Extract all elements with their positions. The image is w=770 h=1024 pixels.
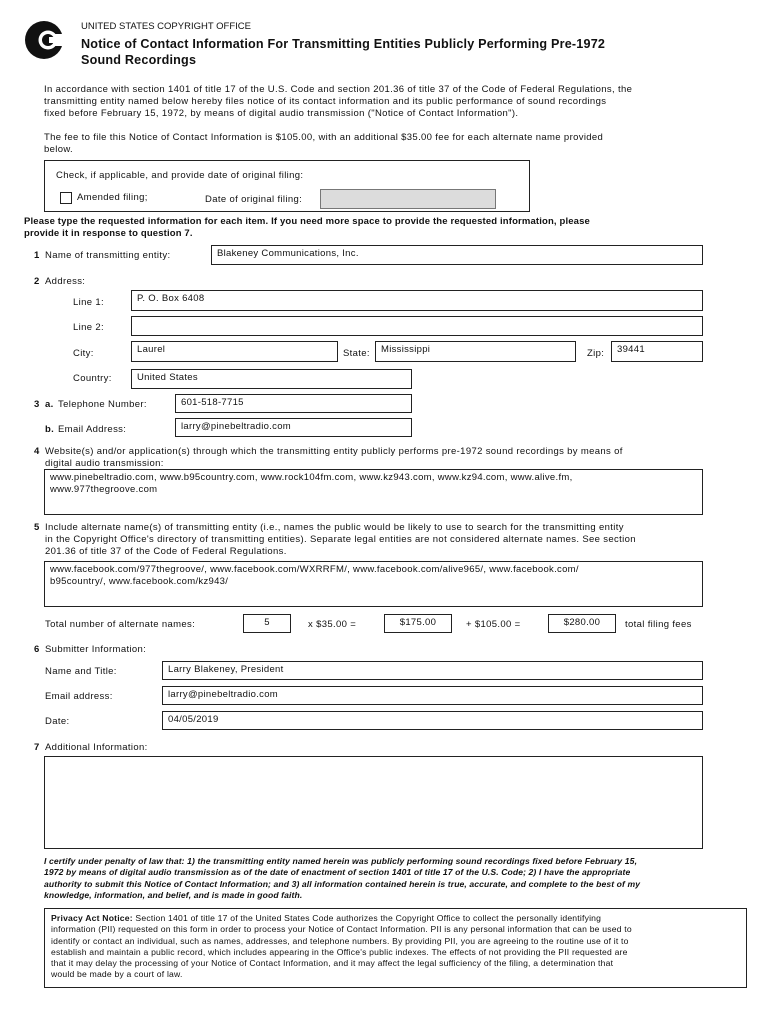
state-label: State:	[343, 348, 370, 359]
q3a-letter: a.	[45, 399, 54, 410]
city-input[interactable]: Laurel	[131, 341, 338, 362]
form-title-line1: Notice of Contact Information For Transmitting Entities Publicly Performing Pre-1972	[81, 37, 606, 51]
q4-label-line2: digital audio transmission:	[45, 458, 164, 469]
q3-number: 3	[34, 399, 40, 410]
zip-input[interactable]: 39441	[611, 341, 703, 362]
intro-p1-line3: fixed before February 15, 1972, by means of digital audio transmission ("Notice of Contact Information").	[44, 108, 519, 119]
country-label: Country:	[73, 373, 112, 384]
zip-label: Zip:	[587, 348, 605, 359]
base-fee-label: + $105.00 =	[466, 619, 521, 630]
address-line2-label: Line 2:	[73, 322, 104, 333]
address-line2-input[interactable]	[131, 316, 703, 336]
total-fee-input[interactable]: $280.00	[548, 614, 616, 633]
country-input[interactable]: United States	[131, 369, 412, 389]
q4-number: 4	[34, 446, 40, 457]
privacy-line4: establish and maintain a public record, which includes appearing in the Office's public indexes. The effects of not providing the PII requested are	[51, 946, 628, 957]
privacy-line2: information (PII) requested on this form in order to process your Notice of Contact Information. PII is any personal information that can be used to	[51, 924, 632, 935]
alternate-names-total-label: Total number of alternate names:	[45, 619, 196, 630]
instructions-line1: Please type the requested information for each item. If you need more space to provide the requested information, please	[24, 216, 590, 227]
certification-statement	[44, 856, 640, 901]
q2-number: 2	[34, 276, 40, 287]
alternate-fee-subtotal[interactable]: $175.00	[384, 614, 452, 633]
entity-name-input[interactable]: Blakeney Communications, Inc.	[211, 245, 703, 265]
privacy-line3: identify or contact an individual, such as names, addresses, and telephone numbers. By providing PII, you are agreeing to the routine use of it to	[51, 935, 629, 946]
q7-label: Additional Information:	[45, 742, 148, 753]
q1-label: Name of transmitting entity:	[45, 250, 171, 261]
submitter-date-label: Date:	[45, 716, 70, 727]
intro-p2-line2: below.	[44, 144, 74, 155]
office-name: UNITED STATES COPYRIGHT OFFICE	[81, 21, 251, 32]
original-filing-date-input[interactable]	[320, 189, 496, 209]
email-input[interactable]: larry@pinebeltradio.com	[175, 418, 412, 437]
certify-line3: authority to submit this Notice of Contact Information; and 3) all information contained herein is true, accurate, and complete to the best of my	[44, 878, 641, 889]
amended-filing-checkbox[interactable]	[60, 192, 72, 204]
submitter-email-label: Email address:	[45, 691, 113, 702]
q1-number: 1	[34, 250, 40, 261]
email-label: Email Address:	[58, 424, 127, 435]
copyright-office-logo-icon	[22, 20, 70, 60]
certify-line4: knowledge, information, and belief, and is made in good faith.	[44, 889, 303, 900]
q4-label-line1: Website(s) and/or application(s) through which the transmitting entity publicly performs pre-1972 sound recordings by means of	[45, 446, 623, 457]
address-line1-label: Line 1:	[73, 297, 104, 308]
alternate-names-count-input[interactable]: 5	[243, 614, 291, 633]
privacy-heading: Privacy Act Notice:	[51, 913, 133, 923]
submitter-name-input[interactable]: Larry Blakeney, President	[162, 661, 703, 680]
telephone-input[interactable]: 601-518-7715	[175, 394, 412, 413]
city-label: City:	[73, 348, 94, 359]
q5-label-line3: 201.36 of title 37 of the Code of Federal Regulations.	[45, 546, 287, 557]
q7-number: 7	[34, 742, 40, 753]
q5-label-line1: Include alternate name(s) of transmitting entity (i.e., names the public would be likely to use to search for the transmitting entity	[45, 522, 624, 533]
alternate-names-textarea[interactable]	[44, 561, 703, 607]
q2-label: Address:	[45, 276, 86, 287]
alternate-names-line1: www.facebook.com/977thegroove/, www.facebook.com/WXRRFM/, www.facebook.com/alive965/, www.facebook.com/	[50, 564, 579, 575]
amended-filing-label: Amended filing;	[77, 192, 148, 203]
telephone-label: Telephone Number:	[58, 399, 147, 410]
certify-line1: I certify under penalty of law that: 1) the transmitting entity named herein was publicly performing sound recordings fixed before February 15,	[44, 856, 638, 866]
q5-label-line2: in the Copyright Office's directory of transmitting entities). Separate legal entities are not considered alternate names. See section	[45, 534, 636, 545]
privacy-act-notice	[44, 908, 747, 988]
amended-check-prompt: Check, if applicable, and provide date of original filing:	[56, 170, 304, 181]
websites-textarea[interactable]	[44, 469, 703, 515]
privacy-line5: that it may delay the processing of your Notice of Contact Information, and it may affect the legal sufficiency of the filing, a determination that	[51, 958, 614, 969]
q6-number: 6	[34, 644, 40, 655]
address-line1-input[interactable]: P. O. Box 6408	[131, 290, 703, 311]
intro-p1-line1: In accordance with section 1401 of title 17 of the U.S. Code and section 201.36 of title 37 of the Code of Federal Regulations, the	[44, 84, 633, 95]
q6-label: Submitter Information:	[45, 644, 147, 655]
form-title-line2: Sound Recordings	[81, 53, 197, 67]
q5-number: 5	[34, 522, 40, 533]
intro-p1-line2: transmitting entity named below hereby files notice of its contact information and its public performance of sound recordings	[44, 96, 607, 107]
alternate-names-line2: b95country/, www.facebook.com/kz943/	[50, 576, 229, 587]
privacy-line1: Section 1401 of title 17 of the United States Code authorizes the Copyright Office to collect the personally identifying	[135, 913, 602, 923]
instructions-line2: provide it in response to question 7.	[24, 228, 193, 239]
websites-line1: www.pinebeltradio.com, www.b95country.com, www.rock104fm.com, www.kz943.com, www.kz94.com, www.alive.fm,	[50, 472, 573, 483]
submitter-email-input[interactable]: larry@pinebeltradio.com	[162, 686, 703, 705]
original-date-label: Date of original filing:	[205, 194, 303, 205]
intro-p2-line1: The fee to file this Notice of Contact Information is $105.00, with an additional $35.00 fee for each alternate name provided	[44, 132, 604, 143]
multiplier-label: x $35.00 =	[308, 619, 357, 630]
state-input[interactable]: Mississippi	[375, 341, 576, 362]
q3b-letter: b.	[45, 424, 55, 435]
additional-info-textarea[interactable]	[44, 756, 703, 849]
submitter-date-input[interactable]: 04/05/2019	[162, 711, 703, 730]
privacy-line6: would be made by a court of law.	[51, 969, 183, 980]
certify-line2: 1972 by means of digital audio transmission as of the date of enactment of section 1401 of title 17 of the U.S. Code; 2) I have the appropriate	[44, 867, 631, 878]
submitter-name-label: Name and Title:	[45, 666, 117, 677]
websites-line2: www.977thegroove.com	[50, 484, 158, 495]
total-filing-fees-label: total filing fees	[625, 619, 692, 630]
